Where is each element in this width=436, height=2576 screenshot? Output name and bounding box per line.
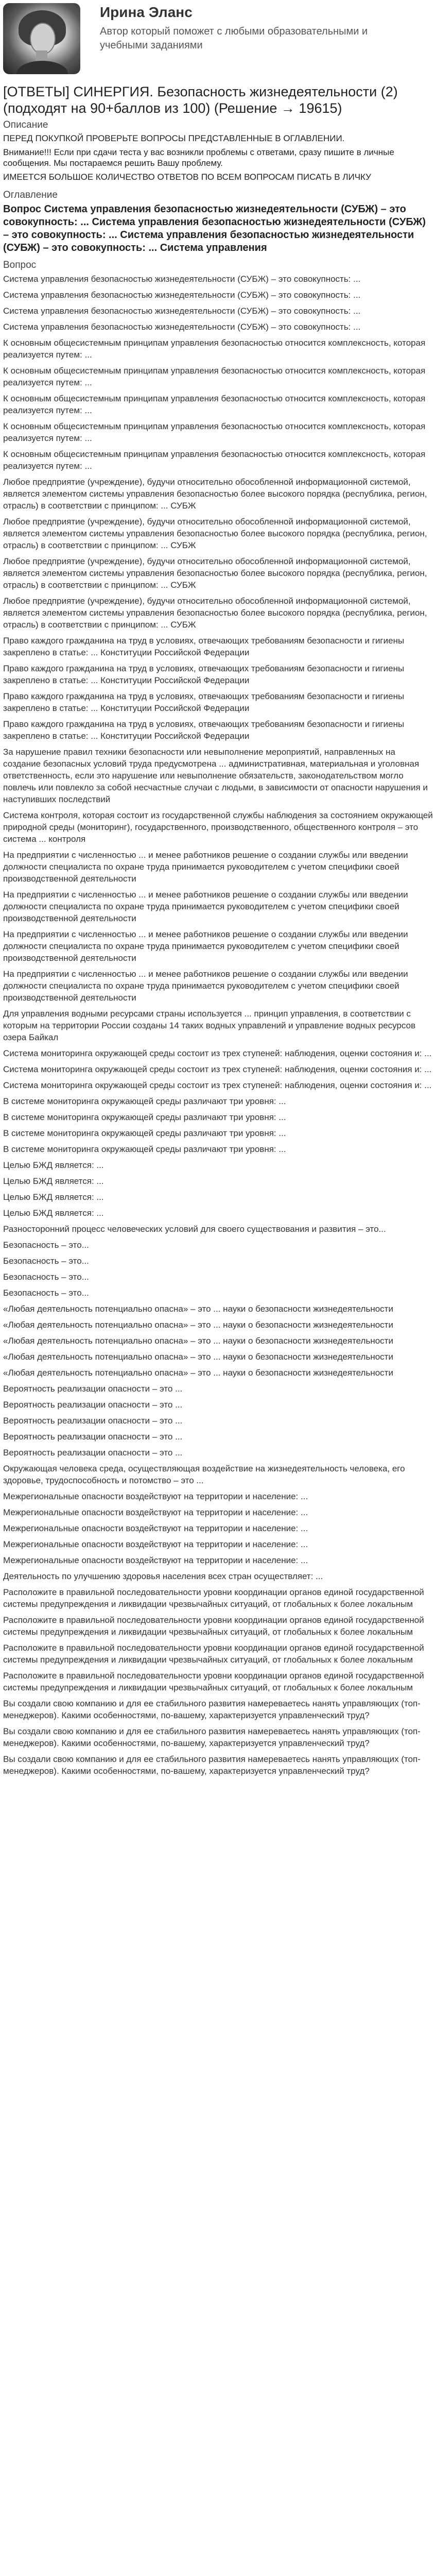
question-item: Целью БЖД является: ...	[3, 1208, 104, 1218]
toc-text: Вопрос Система управления безопасностью жизнедеятельности (СУБЖ) – это совокупность: ... Система управления безопасностью жизнедеятельности (СУБЖ) – это совокупность: ... Система управления безопасностью жизнедеятельности (СУБЖ) – это совокупность: ... Система управления	[3, 204, 426, 253]
question-item: Целью БЖД является: ...	[3, 1192, 104, 1202]
question-item: Вы создали свою компанию и для ее стабильного развития намереваетесь нанять управляющих (топ-менеджеров). Какими особенностями, по-вашему, характеризуется управленческий труд?	[3, 1699, 421, 1720]
question-item: Система управления безопасностью жизнедеятельности (СУБЖ) – это совокупность: ...	[3, 274, 361, 284]
author-name[interactable]: Ирина Эланс	[100, 4, 193, 20]
question-item: Деятельность по улучшению здоровья населения всех стран осуществляет: ...	[3, 1571, 323, 1581]
question-item: Вы создали свою компанию и для ее стабильного развития намереваетесь нанять управляющих (топ-менеджеров). Какими особенностями, по-вашему, характеризуется управленческий труд?	[3, 1754, 421, 1776]
question-item: Безопасность – это...	[3, 1272, 89, 1282]
question-item: Любое предприятие (учреждение), будучи относительно обособленной информационной системой, является элементом системы управления безопасностью более высокого порядка (республика, регион, отрасль) в соответствии с принципом: ... СУБЖ	[3, 477, 427, 511]
toc-label: Оглавление	[3, 190, 58, 200]
question-item: Межрегиональные опасности воздействуют на территории и население: ...	[3, 1539, 308, 1549]
question-item: Целью БЖД является: ...	[3, 1160, 104, 1170]
question-item: Расположите в правильной последовательности уровни координации органов единой государственной системы предупреждения и ликвидации чрезвычайных ситуаций, от глобальных к более локальным	[3, 1643, 424, 1665]
question-item: «Любая деятельность потенциально опасна» – это ... науки о безопасности жизнедеятельности	[3, 1304, 393, 1314]
question-item: Разносторонний процесс человеческих условий для своего существования и развития – это...	[3, 1224, 386, 1234]
question-item: Система мониторинга окружающей среды состоит из трех ступеней: наблюдения, оценки состояния и: ...	[3, 1064, 432, 1074]
question-item: Для управления водными ресурсами страны используется ... принцип управления, в соответствии с которым на территории России созданы 14 таких водных управлений и управление водных ресурсов озера Байкал	[3, 1009, 416, 1042]
question-item: Право каждого гражданина на труд в условиях, отвечающих требованиям безопасности и гигиены закреплено в статье: ... Конституции Российской Федерации	[3, 691, 405, 713]
question-item: Межрегиональные опасности воздействуют на территории и население: ...	[3, 1555, 308, 1565]
question-item: К основным общесистемным принципам управления безопасностью относится комплексность, которая реализуется путем: ...	[3, 338, 426, 360]
question-item: Безопасность – это...	[3, 1240, 89, 1250]
description-label: Описание	[3, 120, 48, 130]
question-item: Вы создали свою компанию и для ее стабильного развития намереваетесь нанять управляющих (топ-менеджеров). Какими особенностями, по-вашему, характеризуется управленческий труд?	[3, 1726, 421, 1748]
question-item: На предприятии с численностью ... и менее работников решение о создании службы или введении должности специалиста по охране труда принимается руководителем с учетом специфики своей производственной деятельности	[3, 850, 408, 884]
author-avatar[interactable]	[3, 3, 80, 74]
description-line: Внимание!!! Если при сдачи теста у вас возникли проблемы с ответами, сразу пишите в личные сообщения. Мы постараемся решить Вашу проблему.	[3, 147, 394, 168]
question-item: Право каждого гражданина на труд в условиях, отвечающих требованиям безопасности и гигиены закреплено в статье: ... Конституции Российской Федерации	[3, 636, 405, 657]
question-item: «Любая деятельность потенциально опасна» – это ... науки о безопасности жизнедеятельности	[3, 1336, 393, 1346]
question-item: Вероятность реализации опасности – это ...	[3, 1384, 183, 1394]
question-item: Расположите в правильной последовательности уровни координации органов единой государственной системы предупреждения и ликвидации чрезвычайных ситуаций, от глобальных к более локальным	[3, 1615, 424, 1637]
question-item: Расположите в правильной последовательности уровни координации органов единой государственной системы предупреждения и ликвидации чрезвычайных ситуаций, от глобальных к более локальным	[3, 1671, 424, 1692]
question-item: На предприятии с численностью ... и менее работников решение о создании службы или введении должности специалиста по охране труда принимается руководителем с учетом специфики своей производственной деятельности	[3, 890, 408, 923]
question-item: Безопасность – это...	[3, 1256, 89, 1266]
question-item: Безопасность – это...	[3, 1288, 89, 1298]
question-item: Любое предприятие (учреждение), будучи относительно обособленной информационной системой, является элементом системы управления безопасностью более высокого порядка (республика, регион, отрасль) в соответствии с принципом: ... СУБЖ	[3, 596, 427, 630]
question-item: В системе мониторинга окружающей среды различают три уровня: ...	[3, 1144, 286, 1154]
question-item: Любое предприятие (учреждение), будучи относительно обособленной информационной системой, является элементом системы управления безопасностью более высокого порядка (республика, регион, отрасль) в соответствии с принципом: ... СУБЖ	[3, 517, 427, 550]
question-item: За нарушение правил техники безопасности или невыполнение мероприятий, направленных на создание безопасных условий труда предусмотрена ... административная, материальная и уголовная ответственность, если это нарушение или невыполнение обязательств, законодательством могло повлечь или повлекло за собой несчастные случаи с людьми, в зависимости от опасности нарушения и наступивших последствий	[3, 747, 428, 804]
question-item: К основным общесистемным принципам управления безопасностью относится комплексность, которая реализуется путем: ...	[3, 449, 426, 471]
avatar-face	[30, 23, 56, 55]
question-item: К основным общесистемным принципам управления безопасностью относится комплексность, которая реализуется путем: ...	[3, 366, 426, 387]
question-item: Целью БЖД является: ...	[3, 1176, 104, 1186]
question-item: Право каждого гражданина на труд в условиях, отвечающих требованиям безопасности и гигиены закреплено в статье: ... Конституции Российской Федерации	[3, 664, 405, 685]
question-item: Система управления безопасностью жизнедеятельности (СУБЖ) – это совокупность: ...	[3, 306, 361, 316]
question-item: Межрегиональные опасности воздействуют на территории и население: ...	[3, 1523, 308, 1533]
question-item: На предприятии с численностью ... и менее работников решение о создании службы или введении должности специалиста по охране труда принимается руководителем с учетом специфики своей производственной деятельности	[3, 929, 408, 963]
question-item: В системе мониторинга окружающей среды различают три уровня: ...	[3, 1112, 286, 1122]
question-item: В системе мониторинга окружающей среды различают три уровня: ...	[3, 1128, 286, 1138]
question-item: Вероятность реализации опасности – это ...	[3, 1400, 183, 1410]
question-item: Система управления безопасностью жизнедеятельности (СУБЖ) – это совокупность: ...	[3, 290, 361, 300]
question-item: Вероятность реализации опасности – это ...	[3, 1416, 183, 1426]
question-item: В системе мониторинга окружающей среды различают три уровня: ...	[3, 1096, 286, 1106]
question-item: Система мониторинга окружающей среды состоит из трех ступеней: наблюдения, оценки состояния и: ...	[3, 1080, 432, 1090]
question-item: «Любая деятельность потенциально опасна» – это ... науки о безопасности жизнедеятельности	[3, 1320, 393, 1330]
author-info	[80, 3, 409, 53]
question-item: Любое предприятие (учреждение), будучи относительно обособленной информационной системой, является элементом системы управления безопасностью более высокого порядка (республика, регион, отрасль) в соответствии с принципом: ... СУБЖ	[3, 556, 427, 590]
question-label: Вопрос	[3, 260, 37, 270]
question-item: Расположите в правильной последовательности уровни координации органов единой государственной системы предупреждения и ликвидации чрезвычайных ситуаций, от глобальных к более локальным	[3, 1587, 424, 1609]
question-item: К основным общесистемным принципам управления безопасностью относится комплексность, которая реализуется путем: ...	[3, 394, 426, 415]
author-header	[3, 0, 433, 80]
page-title: [ОТВЕТЫ] СИНЕРГИЯ. Безопасность жизнедеятельности (2) (подходят на 90+баллов из 100) (Решение → 19615)	[3, 84, 398, 116]
question-list	[3, 273, 433, 1777]
question-item: Межрегиональные опасности воздействуют на территории и население: ...	[3, 1492, 308, 1501]
question-item: Окружающая человека среда, осуществляющая воздействие на жизнедеятельность человека, его здоровье, трудоспособность и потомство – это ...	[3, 1464, 405, 1485]
author-description: Автор который поможет с любыми образовательными и учебными заданиями	[100, 26, 368, 51]
question-item: Вероятность реализации опасности – это ...	[3, 1448, 183, 1458]
description-line: ИМЕЕТСЯ БОЛЬШОЕ КОЛИЧЕСТВО ОТВЕТОВ ПО ВСЕМ ВОПРОСАМ ПИСАТЬ В ЛИЧКУ	[3, 172, 371, 182]
question-item: «Любая деятельность потенциально опасна» – это ... науки о безопасности жизнедеятельности	[3, 1368, 393, 1378]
question-item: К основным общесистемным принципам управления безопасностью относится комплексность, которая реализуется путем: ...	[3, 421, 426, 443]
question-item: Система управления безопасностью жизнедеятельности (СУБЖ) – это совокупность: ...	[3, 322, 361, 332]
question-item: Система мониторинга окружающей среды состоит из трех ступеней: наблюдения, оценки состояния и: ...	[3, 1048, 432, 1058]
question-item: На предприятии с численностью ... и менее работников решение о создании службы или введении должности специалиста по охране труда принимается руководителем с учетом специфики своей производственной деятельности	[3, 969, 408, 1003]
description-line: ПЕРЕД ПОКУПКОЙ ПРОВЕРЬТЕ ВОПРОСЫ ПРЕДСТАВЛЕННЫЕ В ОГЛАВЛЕНИИ.	[3, 133, 345, 143]
description-block	[3, 133, 433, 182]
question-item: Вероятность реализации опасности – это ...	[3, 1432, 183, 1442]
question-item: «Любая деятельность потенциально опасна» – это ... науки о безопасности жизнедеятельности	[3, 1352, 393, 1362]
avatar-torso	[16, 61, 68, 74]
question-item: Право каждого гражданина на труд в условиях, отвечающих требованиям безопасности и гигиены закреплено в статье: ... Конституции Российской Федерации	[3, 719, 405, 741]
question-item: Межрегиональные опасности воздействуют на территории и население: ...	[3, 1507, 308, 1517]
question-item: Система контроля, которая состоит из государственной службы наблюдения за состоянием окружающей природной среды (мониторинг), государственного, производственного, общественного контроля – это система ... контроля	[3, 810, 433, 844]
